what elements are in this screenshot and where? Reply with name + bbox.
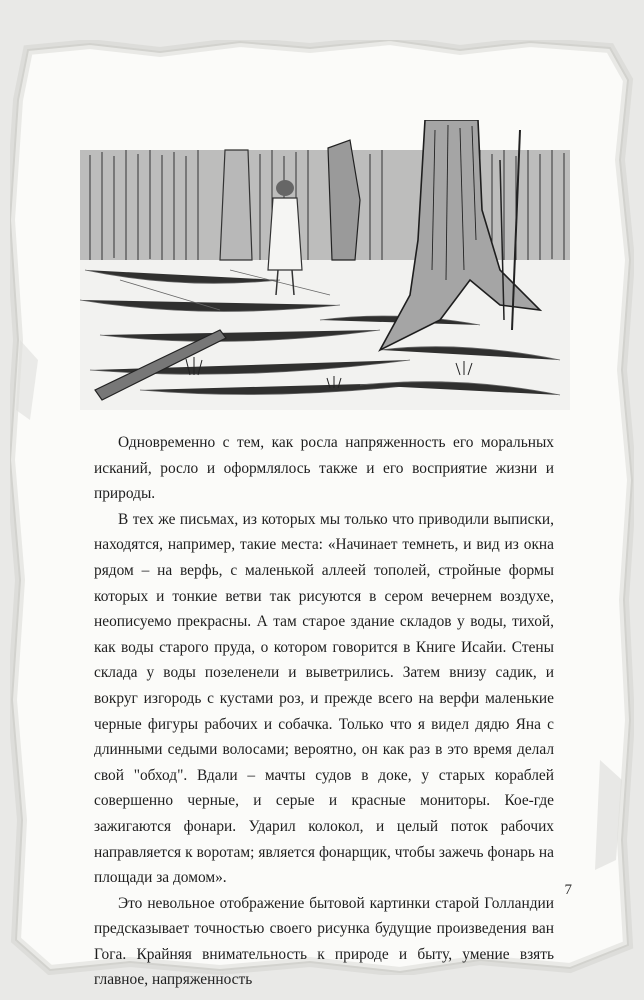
forest-sketch-illustration [80, 120, 570, 410]
page-number: 7 [564, 882, 572, 898]
body-text [94, 430, 554, 993]
paragraph-2: В тех же письмах, из которых мы только что приводили выписки, находятся, например, такие места: «Начинает темнеть, и вид из окна рядом – на верфь, с маленькой аллеей тополей, стройные формы которых и тонкие ветви так рисуются в сером вечернем воздухе, неописуемо прекрасны. А там старое здание складов у воды, тихой, как воды старого пруда, о котором говорится в Книге Исайи. Стены склада у воды позеленели и выветрились. Затем внизу садик, и вокруг изгородь с кустами роз, и прежде всего на верфи маленькие черные фигуры рабочих и собачка. Только что я видел дядю Яна с длинными седыми волосами; вероятно, он как раз в это время делал свой "обход". Вдали – мачты судов в доке, у старых кораблей совершенно черные, и серые и красные мониторы. Кое-где зажигаются фонари. Ударил колокол, и целый поток рабочих направляется к воротам; является фонарщик, чтобы зажечь фонарь на площади за домом». [94, 510, 554, 887]
paragraph-3: Это невольное отображение бытовой картинки старой Голландии предсказывает точностью своего рисунка будущие произведения ван Гога. Крайняя внимательность к природе и быту, умение взять главное, напряженность [94, 894, 554, 989]
paragraph-1: Одновременно с тем, как росла напряженность его моральных исканий, росло и оформлялось также и его восприятие жизни и природы. [94, 434, 554, 503]
